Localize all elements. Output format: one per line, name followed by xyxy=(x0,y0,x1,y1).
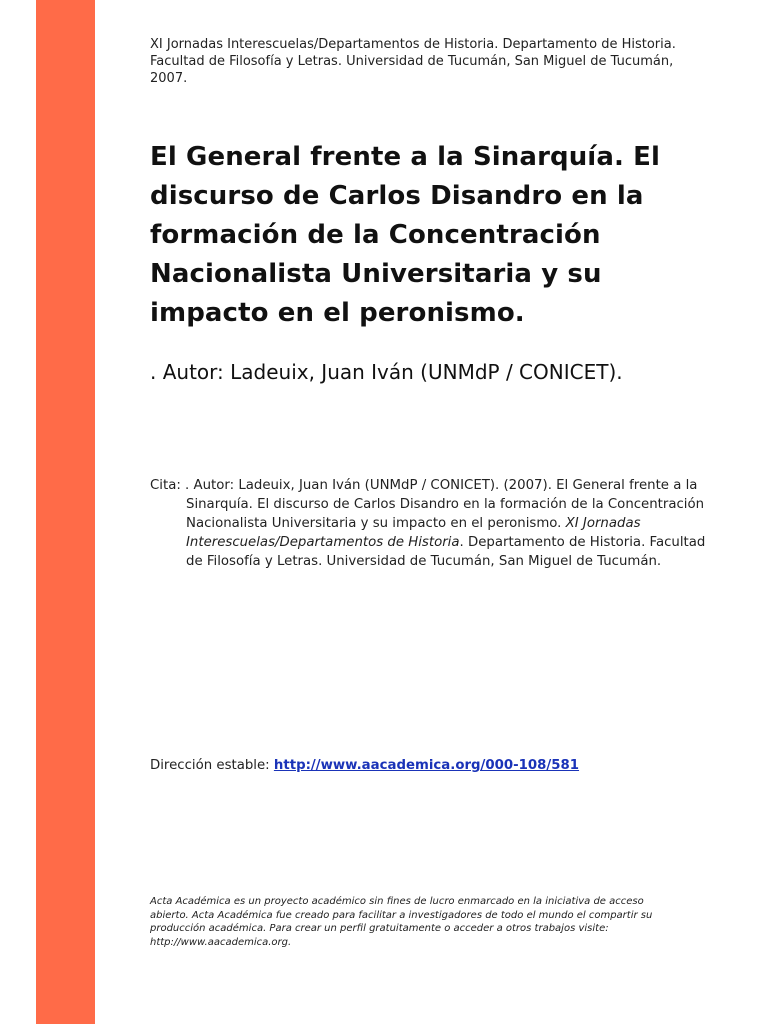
document-author: . Autor: Ladeuix, Juan Iván (UNMdP / CONICET). xyxy=(150,360,623,384)
citation-label: Cita: xyxy=(150,478,181,493)
citation-block xyxy=(150,476,726,571)
citation-text-after: . Departamento de Historia. Facultad de Filosofía y Letras. Universidad de Tucumán, San Miguel de Tucumán. xyxy=(186,535,706,569)
citation-text-before: . Autor: Ladeuix, Juan Iván (UNMdP / CONICET). (2007). El General frente a la Sinarquía. El discurso de Carlos Disandro en la formación de la Concentración Nacionalista Universitaria y su impacto en el peronismo. xyxy=(180,478,705,531)
stable-address xyxy=(150,757,710,775)
footer-note: Acta Académica es un proyecto académico sin fines de lucro enmarcado en la iniciativa de acceso abierto. Acta Académica fue creado para facilitar a investigadores de todo el mundo el compartir su producción académica. Para crear un perfil gratuitamente o acceder a otros trabajos visite: http://www.aacademica.org. xyxy=(150,896,653,948)
stable-address-link[interactable]: http://www.aacademica.org/000-108/581 xyxy=(273,758,580,773)
side-color-band xyxy=(36,0,95,1024)
stable-address-label: Dirección estable: xyxy=(150,758,274,773)
document-title: El General frente a la Sinarquía. El discurso de Carlos Disandro en la formación de la Concentración Nacionalista Universitaria y su impacto en el peronismo. xyxy=(150,142,660,328)
citation-event-title: XI Jornadas Interescuelas/Departamentos de Historia xyxy=(186,516,641,550)
event-header: XI Jornadas Interescuelas/Departamentos de Historia. Departamento de Historia. Facultad de Filosofía y Letras. Universidad de Tucumán, San Miguel de Tucumán, 2007. xyxy=(150,37,676,86)
